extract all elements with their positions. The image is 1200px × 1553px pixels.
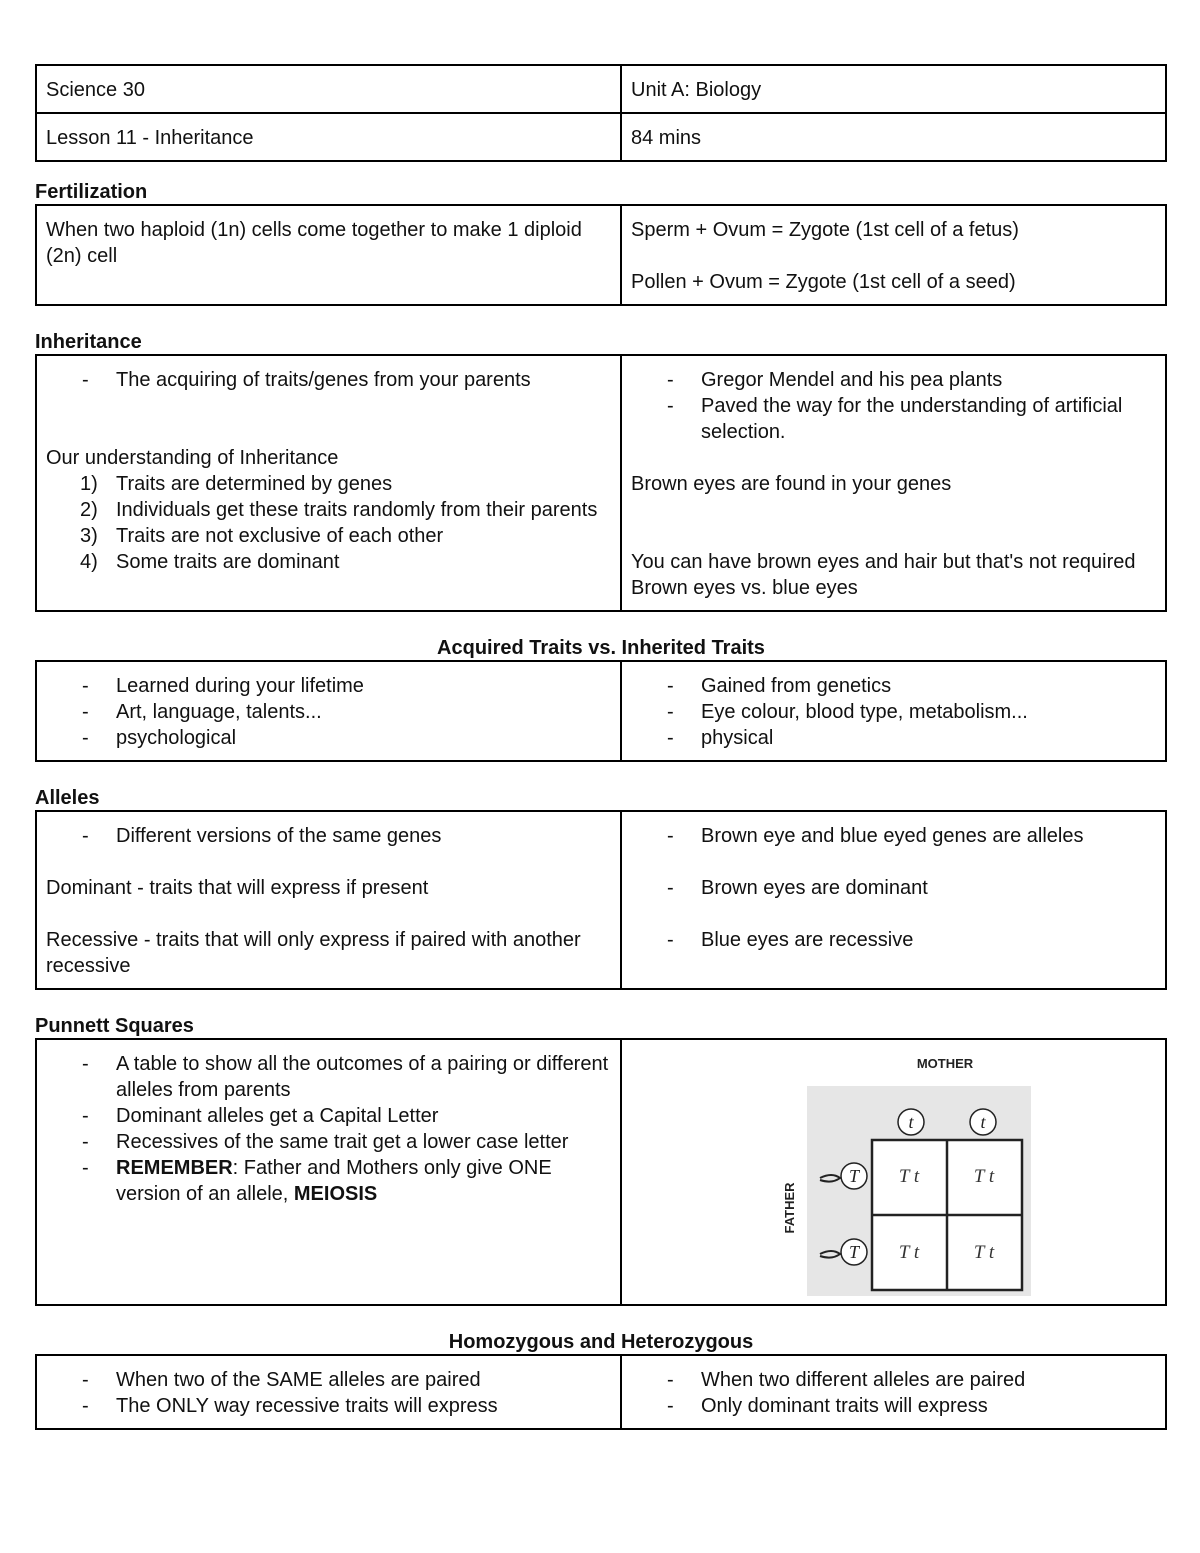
fertilization-example-1: Sperm + Ovum = Zygote (1st cell of a fetus)	[631, 219, 1019, 241]
father-allele-2: T	[848, 1242, 860, 1262]
fertilization-heading: Fertilization	[35, 181, 148, 203]
unit-cell: Unit A: Biology	[621, 65, 1166, 113]
list-item: - Paved the way for the understanding of artificial selection.	[631, 393, 1156, 445]
list-item: - Brown eyes are dominant	[631, 875, 1156, 901]
punnett-left-cell	[36, 1039, 621, 1305]
punnett-square-diagram	[622, 1048, 1187, 1296]
dominant-definition: Dominant - traits that will express if present	[46, 877, 429, 899]
traits-heading: Acquired Traits vs. Inherited Traits	[437, 637, 765, 659]
mother-allele-1: t	[908, 1112, 914, 1132]
remember-text: : Father and Mothers only give ONE version of an allele,	[116, 1157, 552, 1205]
acquired-cell	[36, 661, 621, 761]
list-item: - psychological	[46, 725, 611, 751]
punnett-cell: T t	[898, 1166, 920, 1187]
fertilization-examples	[621, 205, 1166, 305]
lesson-page	[35, 64, 1167, 1430]
list-item: 1) Traits are determined by genes	[80, 473, 393, 495]
list-item: - Only dominant traits will express	[631, 1393, 1156, 1419]
fertilization-example-2: Pollen + Ovum = Zygote (1st cell of a seed)	[631, 271, 1016, 293]
list-item: - When two different alleles are paired	[631, 1367, 1156, 1393]
list-item: - The ONLY way recessive traits will express	[46, 1393, 611, 1419]
alleles-left-cell	[36, 811, 621, 989]
header-table	[35, 64, 1167, 162]
punnett-heading: Punnett Squares	[35, 1015, 194, 1037]
understanding-list	[46, 471, 611, 575]
alleles-heading: Alleles	[35, 787, 100, 809]
note-dominant: Brown eyes vs. blue eyes	[631, 577, 858, 599]
list-item: - Art, language, talents...	[46, 699, 611, 725]
list-item: - Recessives of the same trait get a lower case letter	[46, 1129, 611, 1155]
alleles-right-cell	[621, 811, 1166, 989]
zygosity-table	[35, 1354, 1167, 1430]
meiosis-label: MEIOSIS	[293, 1183, 378, 1205]
course-cell: Science 30	[36, 65, 621, 113]
punnett-cell: T t	[973, 1166, 995, 1187]
list-item: - physical	[631, 725, 1156, 751]
list-item: - Learned during your lifetime	[46, 673, 611, 699]
list-item: - Brown eye and blue eyed genes are alleles	[631, 823, 1156, 849]
duration-cell: 84 mins	[621, 113, 1166, 161]
father-allele-1: T	[848, 1166, 860, 1186]
punnett-table	[35, 1038, 1167, 1306]
fertilization-table	[35, 204, 1167, 306]
list-item: - Blue eyes are recessive	[631, 927, 1156, 953]
zygosity-heading: Homozygous and Heterozygous	[448, 1331, 754, 1353]
punnett-figure	[622, 1048, 1165, 1296]
inheritance-left-cell	[36, 355, 621, 611]
punnett-cell: T t	[973, 1242, 995, 1263]
mother-allele-2: t	[980, 1112, 986, 1132]
recessive-definition: Recessive - traits that will only express if paired with another recessive	[46, 929, 581, 977]
understanding-title: Our understanding of Inheritance	[46, 447, 339, 469]
traits-table	[35, 660, 1167, 762]
inheritance-definition: - The acquiring of traits/genes from your parents	[46, 367, 611, 393]
inheritance-right-cell	[621, 355, 1166, 611]
note-genes: Brown eyes are found in your genes	[631, 473, 952, 495]
heterozygous-cell	[621, 1355, 1166, 1429]
list-item: - A table to show all the outcomes of a pairing or different alleles from parents	[46, 1051, 611, 1103]
inherited-cell	[621, 661, 1166, 761]
mother-label: MOTHER	[916, 1056, 974, 1071]
punnett-figure-cell	[621, 1039, 1166, 1305]
homozygous-cell	[36, 1355, 621, 1429]
remember-label: REMEMBER	[116, 1157, 233, 1179]
note-exclusive: You can have brown eyes and hair but that's not required	[631, 551, 1136, 573]
father-label: FATHER	[782, 1182, 797, 1234]
punnett-cell: T t	[898, 1242, 920, 1263]
list-item: 2) Individuals get these traits randomly from their parents	[80, 499, 598, 521]
list-item: - When two of the SAME alleles are paired	[46, 1367, 611, 1393]
fertilization-definition: When two haploid (1n) cells come together to make 1 diploid (2n) cell	[36, 205, 621, 305]
list-item: - Dominant alleles get a Capital Letter	[46, 1103, 611, 1129]
list-item: - Eye colour, blood type, metabolism...	[631, 699, 1156, 725]
list-item: 4) Some traits are dominant	[80, 551, 340, 573]
inheritance-table	[35, 354, 1167, 612]
list-item: - Gained from genetics	[631, 673, 1156, 699]
alleles-definition: - Different versions of the same genes	[46, 823, 611, 849]
list-item: 3) Traits are not exclusive of each other	[80, 525, 444, 547]
inheritance-heading: Inheritance	[35, 331, 142, 353]
alleles-table	[35, 810, 1167, 990]
list-item: - Gregor Mendel and his pea plants	[631, 367, 1156, 393]
lesson-cell: Lesson 11 - Inheritance	[36, 113, 621, 161]
list-item	[46, 1155, 611, 1207]
